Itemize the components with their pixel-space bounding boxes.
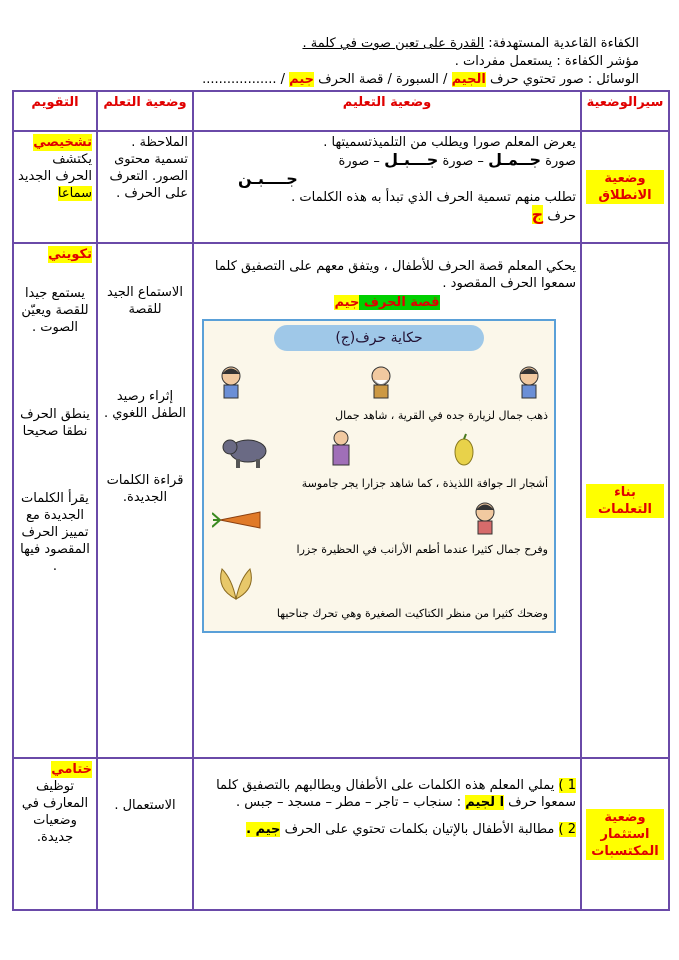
eval-text: يقرأ الكلمات الجديدة مع تمييز الحرف المقصود فيها .: [20, 491, 90, 574]
guava-icon: [452, 433, 476, 467]
story-label-text: قصة الحرف: [363, 295, 440, 310]
eval-tag: ختامي: [51, 762, 92, 777]
story-label-line: [198, 294, 576, 311]
means-prefix: الوسائل : صور تحتوي حرف: [489, 72, 639, 87]
header-line-1: [302, 36, 639, 52]
teaching-text: مطالبة الأطفال بالإتيان بكلمات تحتوي على الحرف: [284, 822, 555, 837]
col-teaching-label: وضعية التعليم: [342, 95, 432, 110]
word-prefix: صورة: [545, 154, 576, 169]
word-3: جــــبـن: [238, 169, 298, 188]
table-row: [13, 131, 669, 243]
learning-text: الاستماع الجيد للقصة: [107, 285, 183, 317]
eval-cell: [13, 758, 97, 910]
teaching-text: : سنجاب – تاجر – مطر – مسجد – جبس .: [236, 795, 462, 810]
eval-tag: تشخيصي: [33, 135, 92, 150]
learning-text: إثراء رصيد الطفل اللغوي .: [103, 389, 187, 421]
teaching-text: يعرض المعلم صورا ويطلب من التلميذتسميتها .: [323, 135, 576, 150]
item-number: 1 ): [558, 778, 576, 793]
story-line: ذهب جمال لزيارة جده في القرية ، شاهد جمال: [335, 409, 548, 422]
means-mid: / السبورة / قصة الحرف: [318, 72, 448, 87]
teaching-text: يحكي المعلم قصة الحرف للأطفال ، ويتفق معهم على التصفيق كلما سمعوا الحرف المقصود .: [214, 259, 576, 291]
means-story: جيم: [289, 72, 315, 87]
header-line-2: [455, 54, 639, 70]
stage-label: وضعية استثمار المكتسبات: [586, 809, 664, 860]
learning-cell: [97, 131, 193, 243]
teaching-text: تطلب منهم تسمية الحرف الذي تبدأ به هذه الكلمات .: [291, 190, 576, 205]
teaching-words: [198, 151, 576, 170]
stage-cell: [581, 758, 669, 910]
story-label: [334, 295, 439, 310]
stage-cell: [581, 131, 669, 243]
letter: ج: [531, 205, 544, 224]
indicator-text: مؤشر الكفاءة : يستعمل مفردات .: [454, 54, 639, 69]
butcher-icon: [328, 429, 354, 469]
boy-icon: [218, 365, 244, 399]
col-learning-label: وضعية التعلم: [103, 95, 187, 110]
stage-label: وضعية الانطلاق: [586, 170, 664, 204]
table-header-row: [13, 91, 669, 131]
eval-text: توظيف المعارف في وضعيات جديدة.: [21, 779, 89, 845]
letter-line: [198, 206, 576, 225]
story-line: وفرح جمال كثيرا عندما أطعم الأرانب في الحظيرة جزرا: [296, 543, 548, 556]
col-eval-label: التقويم: [31, 95, 79, 110]
teaching-item-2: [198, 821, 576, 838]
table-row: [13, 243, 669, 758]
story-line: وضحك كثيرا من منظر الكتاكيت الصغيرة وهي تحرك جناحيها: [276, 607, 548, 620]
header-line-3: [202, 72, 639, 88]
word-sep-1: – صورة: [442, 154, 484, 169]
competency-value: القدرة على تعين صوت في كلمة .: [302, 36, 485, 51]
story-line: أشجار الـ جوافة اللذيذة ، كما شاهد جزارا يجر جاموسة: [301, 477, 548, 490]
grandpa-icon: [368, 365, 394, 399]
eval-text: ينطق الحرف نطقا صحيحا: [20, 407, 90, 439]
col-stage: [581, 91, 669, 131]
teaching-letter: جيم .: [246, 822, 281, 837]
means-letter: الجيم: [451, 72, 486, 87]
story-image-title: حكاية حرف(ج): [274, 325, 484, 351]
competency-label: الكفاءة القاعدية المستهدفة:: [488, 36, 639, 51]
stage-cell: [581, 243, 669, 758]
eval-text: يستمع جيدا للقصة ويعيّن الصوت .: [21, 286, 89, 335]
means-suffix: / ..................: [202, 72, 286, 87]
col-learning: [97, 91, 193, 131]
lesson-table: [12, 90, 670, 911]
teaching-text: يملي المعلم هذه الكلمات على الأطفال ويطالبهم بالتصفيق كلما سمعوا حرف: [216, 778, 576, 810]
word-3-line: [198, 170, 576, 189]
eval-text: يكتشف الحرف الجديد: [18, 152, 92, 184]
learning-text: الملاحظة . تسمية محتوى الصور. التعرف على الحرف .: [109, 135, 188, 201]
teaching-item-1: [198, 777, 576, 811]
teaching-cell: [193, 758, 581, 910]
eval-cell: [13, 243, 97, 758]
story-image: [202, 319, 556, 633]
col-stage-label: سيرالوضعية: [586, 95, 664, 110]
learning-text: قراءة الكلمات الجديدة.: [106, 473, 184, 505]
word-2: جـــبـل: [384, 150, 439, 169]
word-sep-2: – صورة: [338, 154, 380, 169]
teaching-cell: [193, 243, 581, 758]
teaching-letter: ا لجيم: [465, 795, 505, 810]
story-letter: جيم: [334, 295, 360, 310]
learning-cell: [97, 758, 193, 910]
carrot-icon: [212, 507, 264, 533]
buffalo-icon: [222, 433, 272, 469]
teaching-cell: [193, 131, 581, 243]
wings-icon: [214, 565, 258, 601]
col-eval: [13, 91, 97, 131]
eval-tag-2: سماعا: [57, 186, 92, 201]
letter-prefix: حرف: [547, 209, 576, 224]
learning-cell: [97, 243, 193, 758]
learning-text: الاستعمال .: [114, 798, 176, 813]
boy-icon: [472, 501, 498, 535]
stage-label: بناء التعلمات: [586, 484, 664, 518]
item-number: 2 ): [558, 822, 576, 837]
col-teaching: [193, 91, 581, 131]
eval-cell: [13, 131, 97, 243]
table-row: [13, 758, 669, 910]
boy-icon: [516, 365, 542, 399]
eval-tag: تكويني: [48, 247, 92, 262]
word-1: جــمـل: [488, 150, 542, 169]
